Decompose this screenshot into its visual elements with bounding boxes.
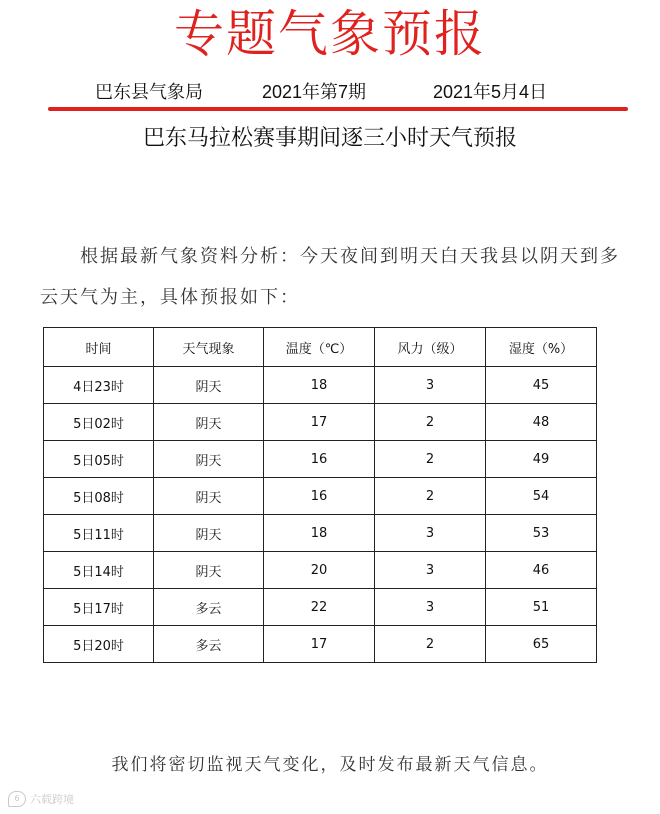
table-row (44, 441, 597, 478)
document-title: 巴东马拉松赛事期间逐三小时天气预报 (142, 126, 517, 151)
issuing-organization: 巴东县气象局 (95, 82, 203, 102)
cell-humidity: 45 (486, 367, 597, 404)
cell-wind: 2 (375, 478, 486, 515)
table-row (44, 515, 597, 552)
issue-date: 2021年5月4日 (433, 82, 548, 102)
cell-wind: 2 (375, 441, 486, 478)
cell-time: 5日02时 (44, 404, 154, 441)
cell-temperature: 18 (264, 367, 375, 404)
cell-humidity: 49 (486, 441, 597, 478)
cell-weather: 阴天 (154, 404, 264, 441)
cell-time: 5日20时 (44, 626, 154, 663)
intro-paragraph: 根据最新气象资料分析：今天夜间到明天白天我县以阴天到多云天气为主，具体预报如下： (40, 246, 620, 308)
cell-humidity: 54 (486, 478, 597, 515)
cell-temperature: 22 (264, 589, 375, 626)
column-header-temperature: 温度（℃） (264, 328, 375, 367)
table-row (44, 367, 597, 404)
table-row (44, 404, 597, 441)
forecast-table (43, 327, 597, 663)
column-header-humidity: 湿度（%） (486, 328, 597, 367)
cell-humidity: 65 (486, 626, 597, 663)
cell-temperature: 16 (264, 478, 375, 515)
watermark (8, 790, 74, 808)
cell-time: 5日08时 (44, 478, 154, 515)
cell-weather: 多云 (154, 626, 264, 663)
cell-weather: 多云 (154, 589, 264, 626)
cell-temperature: 20 (264, 552, 375, 589)
column-header-wind: 风力（级） (375, 328, 486, 367)
cell-time: 5日14时 (44, 552, 154, 589)
table-row (44, 552, 597, 589)
cell-temperature: 17 (264, 626, 375, 663)
cell-humidity: 48 (486, 404, 597, 441)
issue-number: 2021年第7期 (262, 82, 367, 102)
cell-wind: 3 (375, 589, 486, 626)
table-row (44, 626, 597, 663)
closing-statement: 我们将密切监视天气变化，及时发布最新天气信息。 (111, 755, 549, 775)
chat-bubble-icon: 6 (8, 791, 26, 807)
cell-time: 5日11时 (44, 515, 154, 552)
cell-weather: 阴天 (154, 367, 264, 404)
cell-temperature: 17 (264, 404, 375, 441)
cell-wind: 3 (375, 515, 486, 552)
cell-humidity: 46 (486, 552, 597, 589)
cell-weather: 阴天 (154, 441, 264, 478)
cell-temperature: 18 (264, 515, 375, 552)
cell-time: 5日17时 (44, 589, 154, 626)
table-row (44, 589, 597, 626)
cell-weather: 阴天 (154, 515, 264, 552)
cell-time: 4日23时 (44, 367, 154, 404)
cell-wind: 2 (375, 626, 486, 663)
column-header-time: 时间 (44, 328, 154, 367)
cell-wind: 3 (375, 367, 486, 404)
cell-weather: 阴天 (154, 552, 264, 589)
cell-wind: 3 (375, 552, 486, 589)
header-divider (48, 107, 628, 111)
cell-temperature: 16 (264, 441, 375, 478)
cell-humidity: 53 (486, 515, 597, 552)
cell-humidity: 51 (486, 589, 597, 626)
watermark-text: 六载跨境 (30, 793, 74, 806)
table-row (44, 478, 597, 515)
table-header-row (44, 328, 597, 367)
cell-wind: 2 (375, 404, 486, 441)
cell-time: 5日05时 (44, 441, 154, 478)
issue-meta-row (0, 78, 660, 102)
masthead-title: 专题气象预报 (174, 5, 486, 63)
column-header-weather: 天气现象 (154, 328, 264, 367)
cell-weather: 阴天 (154, 478, 264, 515)
